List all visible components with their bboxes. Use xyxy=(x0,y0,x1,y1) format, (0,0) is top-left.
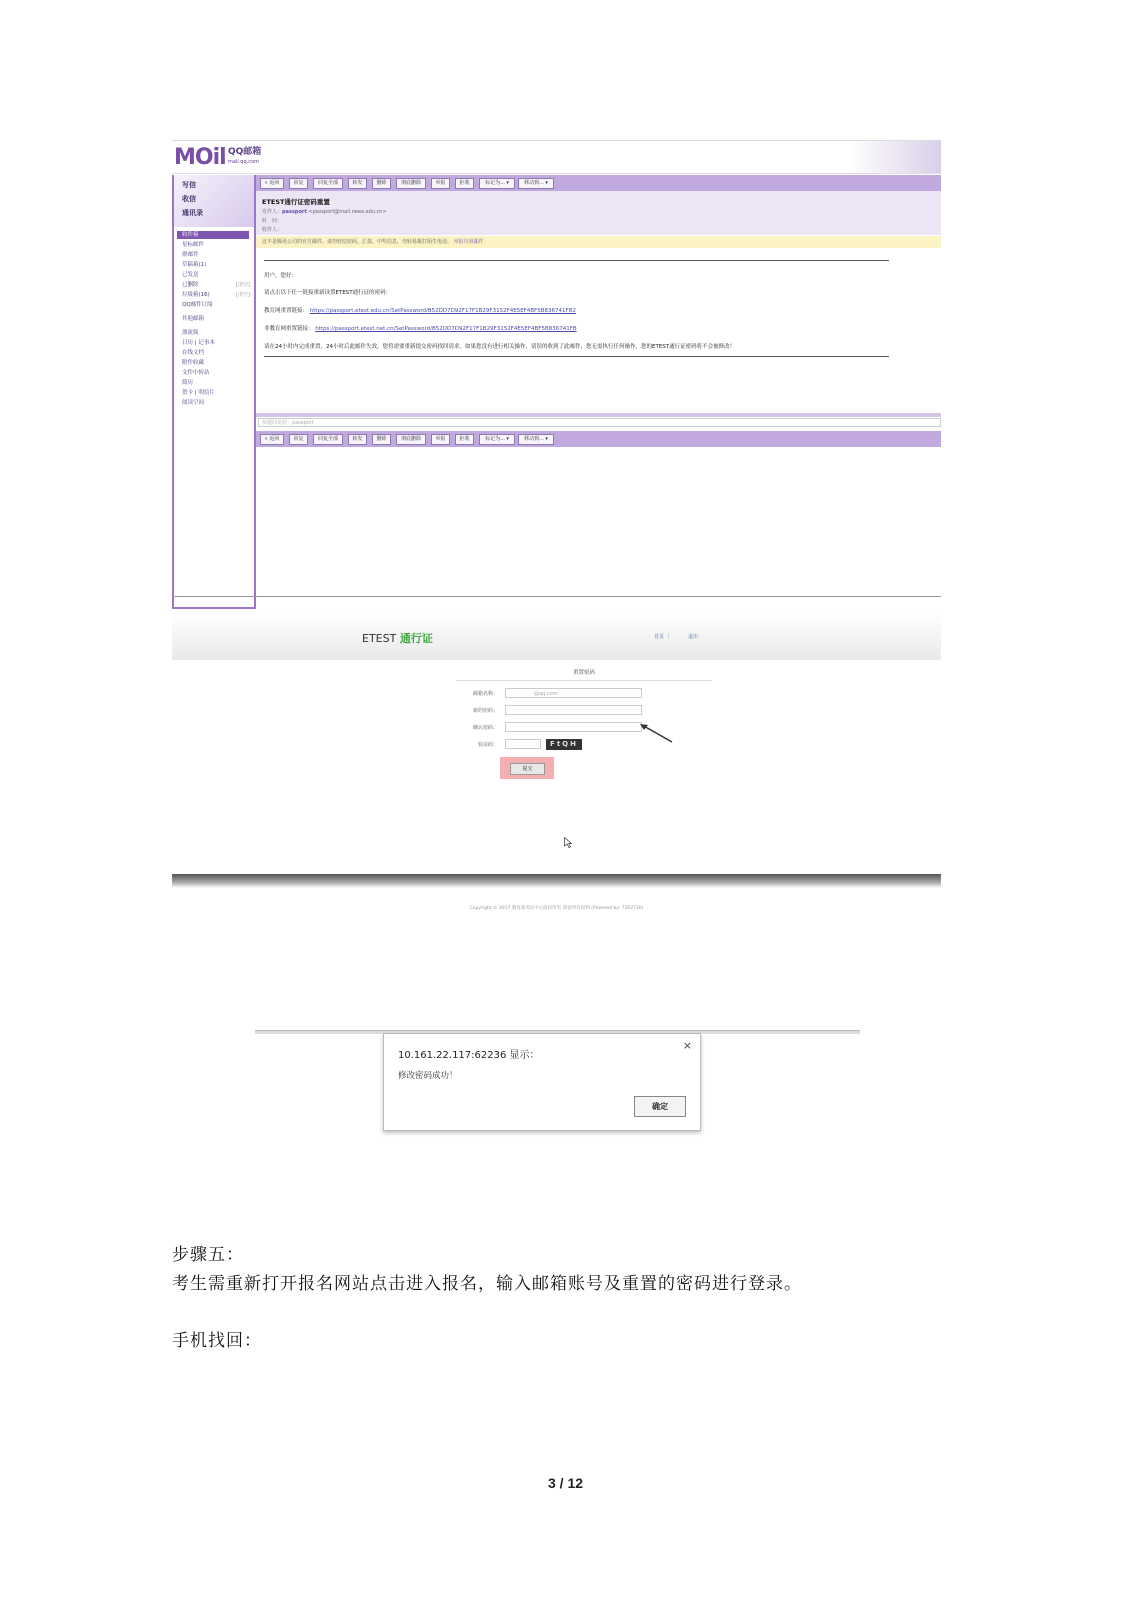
copyright-text: Copyright © 2017 教育部考试中心版权所有 保留所有权利 (Powered by: 7362730) xyxy=(469,906,644,911)
mail-screenshot xyxy=(172,140,941,611)
move-to-dropdown[interactable]: 移动到... ▾ xyxy=(518,178,554,189)
report-button[interactable]: 举报 xyxy=(431,434,450,445)
sender-name[interactable]: passport xyxy=(282,209,307,215)
delete-permanently-button[interactable]: 彻底删除 xyxy=(396,178,426,189)
folder-sent[interactable]: 已发送 xyxy=(182,272,199,278)
dialog-title: 10.161.22.117:62236 显示： xyxy=(398,1050,540,1061)
submit-button[interactable]: 提交 xyxy=(510,763,545,775)
mail-topbar xyxy=(172,141,941,174)
captcha-input[interactable] xyxy=(505,739,541,749)
quick-reply-input[interactable]: 快捷回复给：passport xyxy=(258,418,941,427)
qq-mail-logo: MOil xyxy=(174,145,226,170)
report-spam-link[interactable]: 举报垃圾邮件 xyxy=(453,239,484,245)
close-icon[interactable]: × xyxy=(682,1039,692,1052)
folder-reading[interactable]: 阅读空间 xyxy=(182,400,205,406)
nav-separator: | xyxy=(668,633,670,639)
page-number: 3 / 12 xyxy=(547,1475,584,1491)
qq-mail-logo-sub: QQ邮箱 mail.qq.com xyxy=(228,147,262,165)
mail-subject: ETEST通行证密码重置 xyxy=(262,198,330,206)
inbox-link[interactable]: 收信 xyxy=(182,195,196,203)
mail-toolbar-top xyxy=(256,175,941,191)
nav-home-link[interactable]: 首页 xyxy=(654,634,665,640)
mail-greeting: 用户，您好： xyxy=(264,273,298,279)
mail-body-divider-bottom xyxy=(264,356,889,357)
mail-instruction: 请点击以下任一链接重新设置ETEST通行证的密码： xyxy=(264,290,392,296)
mail-reader xyxy=(256,175,941,605)
etest-screenshot xyxy=(172,612,941,911)
clear-deleted-link[interactable]: [清空] xyxy=(236,282,250,288)
contacts-link[interactable]: 通讯录 xyxy=(182,209,203,217)
email-field[interactable]: @qq.com xyxy=(505,688,642,698)
email-label: 邮箱名称： xyxy=(472,691,498,697)
alert-screenshot xyxy=(255,1030,860,1130)
nonedu-reset-line: 非教育网重置链接： https://passport.etest.net.cn/SetPassword/B52DD7D92F17F1B29F3152F4E5EF4BF5B836741FB xyxy=(264,326,577,332)
folder-subscriptions[interactable]: QQ邮件订阅 xyxy=(182,302,213,308)
nonedu-reset-link[interactable]: https://passport.etest.net.cn/SetPassword/B52DD7D92F17F1B29F3152F4E5EF4BF5B836741FB xyxy=(315,326,577,332)
page-shadow-divider xyxy=(172,874,941,888)
phone-recovery-heading: 手机找回： xyxy=(172,1331,262,1351)
delete-button[interactable]: 删除 xyxy=(372,178,391,189)
mail-body-divider-top xyxy=(264,260,889,261)
sender-address: <passport@mail.neea.edu.cn> xyxy=(308,209,387,215)
folder-cards[interactable]: 贺卡 | 明信片 xyxy=(182,390,215,396)
compose-link[interactable]: 写信 xyxy=(182,181,196,189)
edu-reset-link[interactable]: https://passport.etest.edu.cn/SetPassword/B52DD7D92F17F1B29F3152F4E5EF4BF5B836741FB2 xyxy=(309,308,576,314)
folder-other[interactable]: 其他邮箱 xyxy=(182,316,205,322)
new-password-label: 新的密码： xyxy=(472,708,498,714)
mail-time-line: 时 间： xyxy=(262,218,283,224)
pointer-arrow-icon xyxy=(638,722,674,744)
confirm-password-field[interactable] xyxy=(505,722,642,732)
clear-spam-link[interactable]: [清空] xyxy=(236,292,250,298)
mail-sender-line: 发件人：passport <passport@mail.neea.edu.cn> xyxy=(262,209,387,215)
step-five-text: 考生需重新打开报名网站点击进入报名，输入邮箱账号及重置的密码进行登录。 xyxy=(172,1274,802,1294)
mail-header xyxy=(256,191,941,235)
folder-spam[interactable]: 垃圾箱(16) xyxy=(182,292,210,298)
ok-button[interactable]: 确定 xyxy=(634,1096,686,1117)
etest-header xyxy=(172,612,941,660)
reject-button[interactable]: 拒收 xyxy=(455,178,474,189)
folder-drift-bottle[interactable]: 漂流瓶 xyxy=(182,330,199,336)
folder-file-transfer[interactable]: 文件中转站 xyxy=(182,370,210,376)
dialog-message: 修改密码成功！ xyxy=(398,1071,458,1081)
report-button[interactable]: 举报 xyxy=(431,178,450,189)
etest-logo: ETEST 通行证 xyxy=(362,632,433,645)
folder-docs[interactable]: 在线文档 xyxy=(182,350,205,356)
mail-expiry-note: 请在24小时内完成重置，24小时后此邮件失效，您将需要重新提交密码找回请求。如果您没有进行相关操作，请误的收到了此邮件，您无需执行任何操作，您的ETEST通行证密码将不会被修改！ xyxy=(264,344,736,350)
phishing-warning: 这不是腾讯公司的官方邮件。请勿轻信密码、汇款、中奖信息，勿轻易拨打陌生电话。 举报垃圾邮件 xyxy=(256,236,941,248)
forward-button[interactable]: 转发 xyxy=(348,178,367,189)
mark-as-dropdown[interactable]: 标记为... ▾ xyxy=(479,178,515,189)
mail-toolbar-bottom xyxy=(256,431,941,447)
back-button[interactable]: « 返回 xyxy=(260,434,284,445)
confirm-password-label: 确认密码： xyxy=(472,725,498,731)
forward-button[interactable]: 转发 xyxy=(348,434,367,445)
alert-dialog xyxy=(383,1033,701,1131)
delete-button[interactable]: 删除 xyxy=(372,434,391,445)
folder-inbox[interactable]: 收件箱 xyxy=(177,231,249,239)
folder-deleted[interactable]: 已删除 xyxy=(182,282,199,288)
reply-all-button[interactable]: 回复全部 xyxy=(313,178,343,189)
reply-bar xyxy=(256,413,941,417)
nav-exit-link[interactable]: 退出 xyxy=(688,634,699,640)
reply-button[interactable]: 回复 xyxy=(289,178,308,189)
edu-reset-line: 教育网重置链接： https://passport.etest.edu.cn/SetPassword/B52DD7D92F17F1B29F3152F4E5EF4BF5B836741FB2 xyxy=(264,308,576,314)
delete-permanently-button[interactable]: 彻底删除 xyxy=(396,434,426,445)
folder-attachments[interactable]: 附件收藏 xyxy=(182,360,205,366)
reply-all-button[interactable]: 回复全部 xyxy=(313,434,343,445)
reject-button[interactable]: 拒收 xyxy=(455,434,474,445)
step-five-heading: 步骤五： xyxy=(172,1245,244,1265)
mail-recipient-line: 收件人： xyxy=(262,227,283,233)
move-to-dropdown[interactable]: 移动到... ▾ xyxy=(518,434,554,445)
reset-form-title: 重置密码 xyxy=(456,668,712,681)
folder-starred[interactable]: 星标邮件 xyxy=(182,242,205,248)
mail-sidebar-actions xyxy=(174,175,254,227)
captcha-image[interactable]: FtQH xyxy=(546,739,582,750)
mail-bottom-border xyxy=(172,596,941,597)
folder-drafts[interactable]: 草稿箱(1) xyxy=(182,262,207,268)
mark-as-dropdown[interactable]: 标记为... ▾ xyxy=(479,434,515,445)
mouse-cursor-icon xyxy=(564,837,572,848)
reply-button[interactable]: 回复 xyxy=(289,434,308,445)
folder-calendar[interactable]: 日历 | 记事本 xyxy=(182,340,215,346)
folder-resume[interactable]: 简历 xyxy=(182,380,194,386)
folder-group[interactable]: 群邮件 xyxy=(182,252,199,258)
captcha-label: 验证码： xyxy=(477,742,498,748)
submit-highlight xyxy=(500,757,554,779)
new-password-field[interactable] xyxy=(505,705,642,715)
back-button[interactable]: « 返回 xyxy=(260,178,284,189)
mail-sidebar xyxy=(172,175,256,609)
